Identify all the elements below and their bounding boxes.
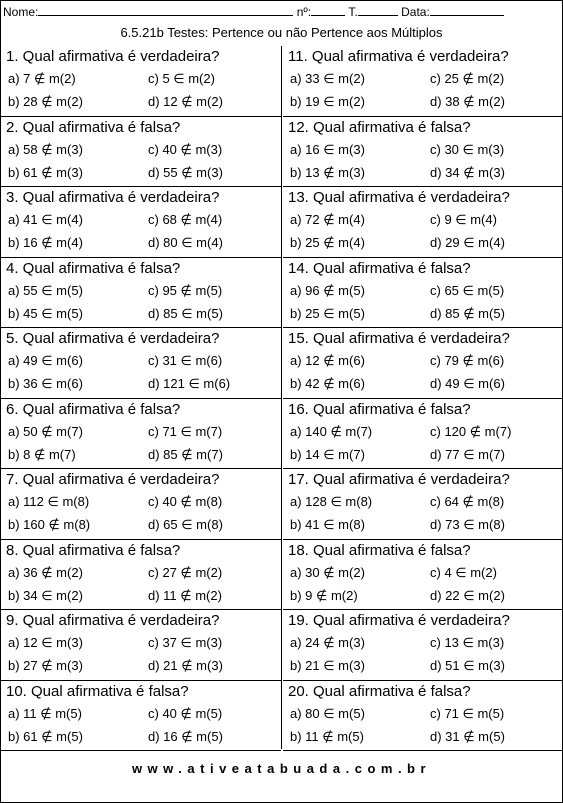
question-title: 14. Qual afirmativa é falsa? bbox=[288, 259, 471, 277]
website-footer: www.ativeatabuada.com.br bbox=[131, 761, 432, 776]
date-label: Data: bbox=[401, 5, 430, 19]
option-d[interactable]: d) 73 ∈ m(8) bbox=[430, 517, 505, 532]
option-a[interactable]: a) 12 ∉ m(6) bbox=[290, 353, 365, 368]
option-a[interactable]: a) 41 ∈ m(4) bbox=[8, 212, 83, 227]
question-title: 17. Qual afirmativa é verdadeira? bbox=[288, 471, 510, 488]
option-b[interactable]: b) 14 ∈ m(7) bbox=[290, 446, 365, 462]
question-title: 9. Qual afirmativa é verdadeira? bbox=[6, 612, 220, 629]
option-b[interactable]: b) 61 ∉ m(5) bbox=[8, 728, 83, 744]
date-field-line[interactable] bbox=[430, 4, 504, 16]
option-b[interactable]: b) 45 ∈ m(5) bbox=[8, 305, 83, 321]
option-c[interactable]: c) 4 ∈ m(2) bbox=[430, 564, 497, 580]
question-block bbox=[1, 117, 281, 188]
option-a[interactable]: a) 16 ∈ m(3) bbox=[290, 141, 365, 157]
option-c[interactable]: c) 79 ∉ m(6) bbox=[430, 353, 505, 368]
option-b[interactable]: b) 8 ∉ m(7) bbox=[8, 446, 76, 462]
option-a[interactable]: a) 7 ∉ m(2) bbox=[8, 71, 76, 86]
number-field-line[interactable] bbox=[311, 4, 345, 16]
question-block bbox=[283, 469, 563, 540]
option-b[interactable]: b) 16 ∉ m(4) bbox=[8, 235, 83, 250]
option-d[interactable]: d) 77 ∈ m(7) bbox=[430, 446, 505, 462]
option-a[interactable]: a) 140 ∉ m(7) bbox=[290, 423, 373, 439]
questions-column-left bbox=[1, 46, 281, 751]
question-title: 15. Qual afirmativa é verdadeira? bbox=[288, 330, 510, 347]
option-c[interactable]: c) 40 ∉ m(8) bbox=[148, 494, 223, 509]
class-field-line[interactable] bbox=[358, 4, 398, 16]
option-b[interactable]: b) 25 ∉ m(4) bbox=[290, 235, 365, 250]
option-a[interactable]: a) 30 ∉ m(2) bbox=[290, 564, 365, 580]
number-label: nº: bbox=[296, 5, 312, 19]
option-a[interactable]: a) 33 ∈ m(2) bbox=[290, 71, 365, 86]
option-d[interactable]: d) 49 ∈ m(6) bbox=[430, 376, 505, 391]
question-block bbox=[1, 610, 281, 681]
option-a[interactable]: a) 50 ∉ m(7) bbox=[8, 423, 83, 439]
option-b[interactable]: b) 36 ∈ m(6) bbox=[8, 376, 83, 391]
question-title: 12. Qual afirmativa é falsa? bbox=[288, 118, 471, 136]
option-b[interactable]: b) 34 ∈ m(2) bbox=[8, 587, 83, 603]
option-d[interactable]: d) 34 ∉ m(3) bbox=[430, 164, 505, 180]
option-c[interactable]: c) 40 ∉ m(5) bbox=[148, 705, 223, 721]
question-block bbox=[283, 117, 563, 188]
question-block bbox=[1, 258, 281, 329]
option-b[interactable]: b) 19 ∈ m(2) bbox=[290, 94, 365, 109]
option-d[interactable]: d) 85 ∉ m(5) bbox=[430, 305, 505, 321]
option-c[interactable]: c) 71 ∈ m(7) bbox=[148, 423, 223, 439]
question-title: 7. Qual afirmativa é verdadeira? bbox=[6, 471, 220, 488]
option-c[interactable]: c) 13 ∈ m(3) bbox=[430, 635, 505, 650]
option-d[interactable]: d) 65 ∈ m(8) bbox=[148, 517, 223, 532]
question-block bbox=[283, 46, 563, 117]
question-block bbox=[283, 681, 563, 752]
option-c[interactable]: c) 9 ∈ m(4) bbox=[430, 212, 497, 227]
option-a[interactable]: a) 58 ∉ m(3) bbox=[8, 141, 83, 157]
question-block bbox=[1, 328, 281, 399]
option-c[interactable]: c) 31 ∈ m(6) bbox=[148, 353, 223, 368]
option-a[interactable]: a) 128 ∈ m(8) bbox=[290, 494, 373, 509]
option-b[interactable]: b) 28 ∉ m(2) bbox=[8, 94, 83, 109]
option-d[interactable]: d) 16 ∉ m(5) bbox=[148, 728, 223, 744]
option-a[interactable]: a) 72 ∉ m(4) bbox=[290, 212, 365, 227]
question-block bbox=[1, 399, 281, 470]
option-a[interactable]: a) 49 ∈ m(6) bbox=[8, 353, 83, 368]
option-c[interactable]: c) 25 ∉ m(2) bbox=[430, 71, 505, 86]
option-d[interactable]: d) 12 ∉ m(2) bbox=[148, 94, 223, 109]
question-block bbox=[283, 187, 563, 258]
question-title: 11. Qual afirmativa é verdadeira? bbox=[288, 48, 509, 65]
question-title: 18. Qual afirmativa é falsa? bbox=[288, 541, 471, 559]
question-title: 10. Qual afirmativa é falsa? bbox=[6, 682, 189, 700]
option-d[interactable]: d) 51 ∈ m(3) bbox=[430, 658, 505, 673]
option-d[interactable]: d) 22 ∈ m(2) bbox=[430, 587, 505, 603]
option-a[interactable]: a) 11 ∉ m(5) bbox=[8, 705, 82, 721]
question-title: 5. Qual afirmativa é verdadeira? bbox=[6, 330, 220, 347]
question-block bbox=[283, 328, 563, 399]
questions-area bbox=[1, 46, 562, 751]
option-d[interactable]: d) 21 ∉ m(3) bbox=[148, 658, 223, 673]
option-a[interactable]: a) 112 ∈ m(8) bbox=[8, 494, 90, 509]
question-title: 13. Qual afirmativa é verdadeira? bbox=[288, 189, 510, 206]
option-b[interactable]: b) 160 ∉ m(8) bbox=[8, 517, 91, 532]
question-block bbox=[283, 540, 563, 611]
question-title: 2. Qual afirmativa é falsa? bbox=[6, 118, 181, 136]
option-d[interactable]: d) 85 ∉ m(7) bbox=[148, 446, 223, 462]
question-title: 19. Qual afirmativa é verdadeira? bbox=[288, 612, 510, 629]
question-block bbox=[283, 258, 563, 329]
question-block bbox=[283, 610, 563, 681]
option-c[interactable]: c) 5 ∈ m(2) bbox=[148, 71, 215, 86]
question-title: 3. Qual afirmativa é verdadeira? bbox=[6, 189, 220, 206]
option-b[interactable]: b) 21 ∈ m(3) bbox=[290, 658, 365, 673]
option-a[interactable]: a) 24 ∉ m(3) bbox=[290, 635, 365, 650]
question-title: 1. Qual afirmativa é verdadeira? bbox=[6, 48, 220, 65]
option-c[interactable]: c) 71 ∈ m(5) bbox=[430, 705, 505, 721]
option-d[interactable]: d) 121 ∈ m(6) bbox=[148, 376, 231, 391]
option-d[interactable]: d) 80 ∈ m(4) bbox=[148, 235, 223, 250]
question-title: 20. Qual afirmativa é falsa? bbox=[288, 682, 471, 700]
question-title: 8. Qual afirmativa é falsa? bbox=[6, 541, 181, 559]
option-c[interactable]: c) 30 ∈ m(3) bbox=[430, 141, 505, 157]
option-c[interactable]: c) 95 ∉ m(5) bbox=[148, 282, 223, 298]
option-d[interactable]: d) 31 ∉ m(5) bbox=[430, 728, 505, 744]
option-c[interactable]: c) 120 ∉ m(7) bbox=[430, 423, 512, 439]
option-a[interactable]: a) 80 ∈ m(5) bbox=[290, 705, 365, 721]
question-block bbox=[1, 681, 281, 752]
question-block bbox=[1, 187, 281, 258]
option-d[interactable]: d) 38 ∉ m(2) bbox=[430, 94, 505, 109]
name-label: Nome: bbox=[3, 5, 39, 19]
name-field-line[interactable] bbox=[38, 4, 293, 16]
option-b[interactable]: b) 27 ∉ m(3) bbox=[8, 658, 83, 673]
question-title: 16. Qual afirmativa é falsa? bbox=[288, 400, 471, 418]
option-a[interactable]: a) 12 ∈ m(3) bbox=[8, 635, 83, 650]
option-d[interactable]: d) 29 ∈ m(4) bbox=[430, 235, 505, 250]
option-c[interactable]: c) 37 ∈ m(3) bbox=[148, 635, 223, 650]
questions-column-right bbox=[283, 46, 563, 751]
option-a[interactable]: a) 55 ∈ m(5) bbox=[8, 282, 83, 298]
option-b[interactable]: b) 11 ∉ m(5) bbox=[290, 728, 364, 744]
question-block bbox=[283, 399, 563, 470]
question-title: 6. Qual afirmativa é falsa? bbox=[6, 400, 181, 418]
option-c[interactable]: c) 64 ∉ m(8) bbox=[430, 494, 505, 509]
class-label: T. bbox=[348, 5, 358, 19]
question-block bbox=[1, 469, 281, 540]
option-b[interactable]: b) 13 ∉ m(3) bbox=[290, 164, 365, 180]
option-a[interactable]: a) 36 ∉ m(2) bbox=[8, 564, 83, 580]
option-d[interactable]: d) 55 ∉ m(3) bbox=[148, 164, 223, 180]
question-block bbox=[1, 540, 281, 611]
worksheet-title: 6.5.21b Testes: Pertence ou não Pertence aos Múltiplos bbox=[120, 25, 443, 40]
option-b[interactable]: b) 61 ∉ m(3) bbox=[8, 164, 83, 180]
option-c[interactable]: c) 68 ∉ m(4) bbox=[148, 212, 223, 227]
option-b[interactable]: b) 42 ∉ m(6) bbox=[290, 376, 365, 391]
option-b[interactable]: b) 41 ∈ m(8) bbox=[290, 517, 365, 532]
question-block bbox=[1, 46, 281, 117]
option-c[interactable]: c) 27 ∉ m(2) bbox=[148, 564, 223, 580]
question-title: 4. Qual afirmativa é falsa? bbox=[6, 259, 181, 277]
option-c[interactable]: c) 65 ∈ m(5) bbox=[430, 282, 505, 298]
option-c[interactable]: c) 40 ∉ m(3) bbox=[148, 141, 223, 157]
option-b[interactable]: b) 25 ∈ m(5) bbox=[290, 305, 365, 321]
option-d[interactable]: d) 85 ∈ m(5) bbox=[148, 305, 223, 321]
option-b[interactable]: b) 9 ∉ m(2) bbox=[290, 587, 358, 603]
student-info-header bbox=[3, 4, 560, 20]
option-a[interactable]: a) 96 ∉ m(5) bbox=[290, 282, 365, 298]
option-d[interactable]: d) 11 ∉ m(2) bbox=[148, 587, 222, 603]
